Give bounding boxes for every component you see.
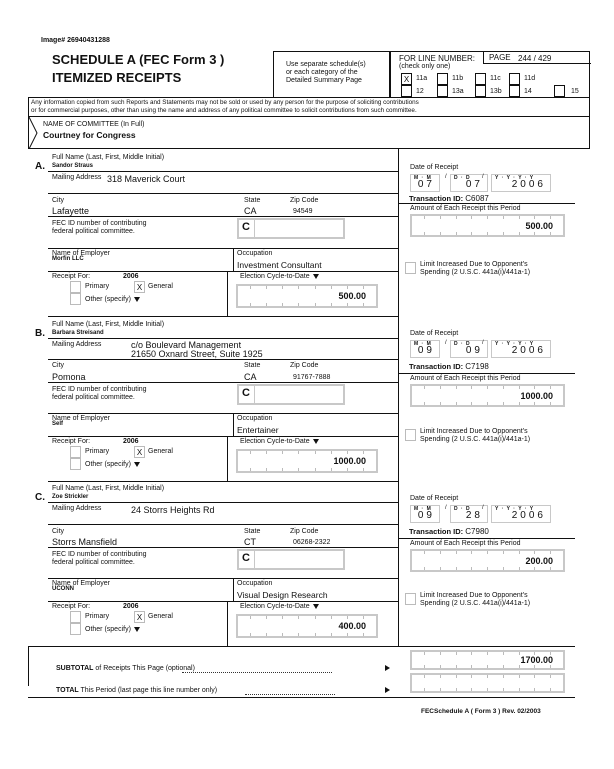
limit-label-1: Limit Increased Due to Opponent's: [420, 592, 528, 599]
transaction-id: Transaction ID: C7198: [409, 362, 489, 371]
state-value: CA: [244, 372, 257, 382]
full-name-label: Full Name (Last, First, Middle Initial): [52, 154, 165, 161]
city-label: City: [52, 197, 65, 204]
other-checkbox[interactable]: [70, 623, 81, 635]
limit-label-2: Spending (2 U.S.C. 441a(i)/441a-1): [420, 600, 531, 607]
committee-name: Courtney for Congress: [43, 130, 136, 140]
page-label: PAGE: [489, 53, 511, 62]
date-year: 2006: [511, 510, 546, 521]
employer-label: Name of Employer: [52, 580, 110, 587]
instruction-line-1: Use separate schedule(s): [286, 61, 366, 68]
mailing-address-label: Mailing Address: [52, 505, 102, 512]
mailing-address-line-2: 21650 Oxnard Street, Suite 1925: [131, 349, 263, 359]
contributor-name: Barbara Streisand: [52, 330, 104, 336]
limit-label-2: Spending (2 U.S.C. 441a(i)/441a-1): [420, 269, 531, 276]
arrow-down-icon: [134, 627, 140, 632]
state-value: CT: [244, 537, 256, 547]
zip-value: 94549: [293, 208, 313, 215]
instruction-line-3: Detailed Summary Page: [286, 77, 362, 84]
limit-increased-checkbox[interactable]: [405, 429, 416, 441]
election-cycle-input[interactable]: [236, 284, 378, 308]
zip-value: 06268-2322: [293, 539, 331, 546]
zip-label: Zip Code: [290, 197, 319, 204]
general-checkbox[interactable]: X: [134, 281, 145, 293]
line-number-label: FOR LINE NUMBER:: [399, 54, 476, 63]
notice-line-2: or for commercial purposes, other than using the name and address of any political committee to solicit contributions from such committee.: [31, 107, 417, 114]
line-14-checkbox[interactable]: [509, 85, 520, 97]
city-value: Storrs Mansfield: [52, 537, 118, 547]
fec-id-input[interactable]: C: [237, 218, 345, 239]
other-label: Other (specify): [85, 461, 140, 469]
other-checkbox[interactable]: [70, 458, 81, 470]
election-cycle-label: Election Cycle-to-Date: [240, 438, 319, 446]
mailing-address-line-1: 24 Storrs Heights Rd: [131, 505, 215, 515]
election-cycle-value: 400.00: [338, 621, 366, 631]
primary-checkbox[interactable]: [70, 446, 81, 458]
receipt-for-label: Receipt For:: [52, 603, 91, 610]
instruction-line-2: or each category of the: [286, 69, 358, 76]
date-year: 2006: [511, 345, 546, 356]
form-title: SCHEDULE A (FEC Form 3 ): [52, 52, 225, 67]
arrow-right-icon: [385, 665, 390, 671]
receipt-year: 2006: [123, 273, 139, 280]
date-month: 07: [417, 179, 435, 190]
primary-label: Primary: [85, 448, 110, 455]
amount-value: 200.00: [525, 555, 553, 566]
date-year-input[interactable]: Y · Y · Y · Y 2006: [491, 340, 551, 358]
date-day: 28: [465, 510, 483, 521]
mailing-address-line-1: 318 Maverick Court: [107, 174, 186, 184]
date-year-input[interactable]: Y · Y · Y · Y 2006: [491, 174, 551, 192]
fec-id-label-2: federal political committee.: [52, 559, 135, 566]
occupation-label: Occupation: [237, 580, 273, 587]
line-11d-checkbox[interactable]: [509, 73, 520, 85]
line-12-label: 12: [416, 88, 424, 95]
other-label: Other (specify): [85, 626, 140, 634]
line-14-label: 14: [524, 88, 532, 95]
full-name-label: Full Name (Last, First, Middle Initial): [52, 321, 165, 328]
fec-id-label-1: FEC ID number of contributing: [52, 551, 147, 558]
date-month-input[interactable]: M · M 09: [410, 340, 440, 358]
arrow-down-icon: [313, 439, 319, 444]
line-13a-checkbox[interactable]: [437, 85, 448, 97]
page-value: 244 / 429: [518, 54, 552, 63]
amount-value: 500.00: [525, 220, 553, 231]
line-11d-label: 11d: [524, 75, 536, 82]
line-13a-label: 13a: [452, 88, 464, 95]
fec-id-input[interactable]: C: [237, 384, 345, 405]
receipt-year: 2006: [123, 603, 139, 610]
city-value: Lafayette: [52, 206, 90, 216]
state-value: CA: [244, 206, 257, 216]
chevron-bracket-icon: [29, 117, 39, 149]
receipt-year: 2006: [123, 438, 139, 445]
line-11b-checkbox[interactable]: [437, 73, 448, 85]
line-11a-checkbox[interactable]: X: [401, 73, 412, 85]
total-label: TOTAL This Period (last page this line number only): [56, 687, 218, 694]
full-name-label: Full Name (Last, First, Middle Initial): [52, 485, 165, 492]
primary-checkbox[interactable]: [70, 611, 81, 623]
occupation-label: Occupation: [237, 415, 273, 422]
date-day: 07: [465, 179, 483, 190]
line-11c-label: 11c: [490, 75, 501, 82]
general-label: General: [148, 448, 173, 455]
notice-box: [28, 97, 590, 117]
committee-label: NAME OF COMMITTEE (In Full): [43, 121, 145, 128]
fec-id-label-1: FEC ID number of contributing: [52, 386, 147, 393]
amount-value: 1000.00: [520, 390, 553, 401]
other-checkbox[interactable]: [70, 293, 81, 305]
state-label: State: [244, 528, 261, 535]
limit-label-1: Limit Increased Due to Opponent's: [420, 428, 528, 435]
employer-label: Name of Employer: [52, 415, 110, 422]
mailing-address-line-1: c/o Boulevard Management: [131, 340, 242, 350]
limit-label-2: Spending (2 U.S.C. 441a(i)/441a-1): [420, 436, 531, 443]
election-cycle-value: 500.00: [338, 291, 366, 301]
line-11b-label: 11b: [452, 75, 464, 82]
line-13b-checkbox[interactable]: [475, 85, 486, 97]
date-day-input[interactable]: D · D 07: [450, 174, 488, 192]
fec-id-input[interactable]: C: [237, 549, 345, 570]
date-of-receipt-label: Date of Receipt: [410, 495, 459, 502]
primary-checkbox[interactable]: [70, 281, 81, 293]
image-id: Image# 26940431288: [41, 37, 110, 44]
zip-value: 91767-7888: [293, 374, 331, 381]
fec-id-label-2: federal political committee.: [52, 394, 135, 401]
contributor-name: Sandor Straus: [52, 163, 94, 169]
zip-label: Zip Code: [290, 362, 319, 369]
subtotal-input[interactable]: [410, 650, 565, 670]
general-checkbox[interactable]: X: [134, 611, 145, 623]
line-11a-label: 11a: [416, 75, 428, 82]
fec-id-label-1: FEC ID number of contributing: [52, 220, 147, 227]
limit-increased-checkbox[interactable]: [405, 593, 416, 605]
city-label: City: [52, 362, 65, 369]
date-month: 09: [417, 345, 435, 356]
mailing-address-label: Mailing Address: [52, 341, 102, 348]
election-cycle-input[interactable]: [236, 614, 378, 638]
limit-label-1: Limit Increased Due to Opponent's: [420, 261, 528, 268]
employer-label: Name of Employer: [52, 250, 110, 257]
general-label: General: [148, 613, 173, 620]
general-checkbox[interactable]: X: [134, 446, 145, 458]
amount-label: Amount of Each Receipt this Period: [410, 205, 521, 212]
notice-line-1: Any information copied from such Reports and Statements may not be sold or used by any person for the purpose of soliciting contributions: [31, 99, 419, 106]
line-13b-label: 13b: [490, 88, 502, 95]
occupation-value: Visual Design Research: [237, 590, 328, 600]
amount-label: Amount of Each Receipt this Period: [410, 540, 521, 547]
date-of-receipt-label: Date of Receipt: [410, 164, 459, 171]
arrow-down-icon: [134, 297, 140, 302]
occupation-value: Investment Consultant: [237, 260, 322, 270]
primary-label: Primary: [85, 613, 110, 620]
date-year: 2006: [511, 179, 546, 190]
transaction-id: Transaction ID: C6087: [409, 194, 489, 203]
date-of-receipt-label: Date of Receipt: [410, 330, 459, 337]
zip-label: Zip Code: [290, 528, 319, 535]
receipt-for-label: Receipt For:: [52, 273, 91, 280]
employer-value: UCONN: [52, 586, 74, 592]
entry-letter: B.: [35, 328, 45, 339]
amount-input[interactable]: [410, 384, 565, 407]
date-month-input[interactable]: M · M 09: [410, 505, 440, 523]
contributor-name: Zoe Strickler: [52, 494, 89, 500]
city-value: Pomona: [52, 372, 86, 382]
election-cycle-label: Election Cycle-to-Date: [240, 273, 319, 281]
page-box: [483, 52, 591, 64]
arrow-right-icon: [385, 687, 390, 693]
date-day-input[interactable]: D · D 09: [450, 340, 488, 358]
entry-letter: A.: [35, 161, 45, 172]
amount-input[interactable]: [410, 549, 565, 572]
amount-label: Amount of Each Receipt this Period: [410, 375, 521, 382]
arrow-down-icon: [313, 604, 319, 609]
date-day: 09: [465, 345, 483, 356]
total-input[interactable]: [410, 673, 565, 693]
instruction-box: [273, 51, 390, 97]
city-label: City: [52, 528, 65, 535]
primary-label: Primary: [85, 283, 110, 290]
entry-letter: C.: [35, 492, 45, 503]
election-cycle-label: Election Cycle-to-Date: [240, 603, 319, 611]
state-label: State: [244, 197, 261, 204]
employer-value: Self: [52, 421, 64, 427]
line-12-checkbox[interactable]: [401, 85, 412, 97]
amount-input[interactable]: [410, 214, 565, 237]
line-15-label: 15: [571, 88, 579, 95]
occupation-label: Occupation: [237, 250, 273, 257]
general-label: General: [148, 283, 173, 290]
transaction-id: Transaction ID: C7980: [409, 527, 489, 536]
date-year-input[interactable]: Y · Y · Y · Y 2006: [491, 505, 551, 523]
line-number-box: [390, 51, 590, 97]
limit-increased-checkbox[interactable]: [405, 262, 416, 274]
election-cycle-input[interactable]: [236, 449, 378, 473]
check-only-one: (check only one): [399, 63, 451, 70]
mailing-address-label: Mailing Address: [52, 174, 102, 181]
arrow-down-icon: [313, 274, 319, 279]
occupation-value: Entertainer: [237, 425, 279, 435]
election-cycle-value: 1000.00: [333, 456, 366, 466]
committee-box: [28, 117, 590, 149]
date-day-input[interactable]: D · D 28: [450, 505, 488, 523]
line-15-checkbox[interactable]: [554, 85, 565, 97]
subtotal-label: SUBTOTAL of Receipts This Page (optional): [56, 665, 195, 672]
fec-id-label-2: federal political committee.: [52, 228, 135, 235]
receipt-for-label: Receipt For:: [52, 438, 91, 445]
employer-value: Morfin LLC: [52, 256, 84, 262]
date-month: 09: [417, 510, 435, 521]
line-11c-checkbox[interactable]: [475, 73, 486, 85]
form-footer: FECSchedule A ( Form 3 ) Rev. 02/2003: [421, 708, 541, 715]
date-month-input[interactable]: M · M 07: [410, 174, 440, 192]
other-label: Other (specify): [85, 296, 140, 304]
form-subtitle: ITEMIZED RECEIPTS: [52, 70, 182, 85]
arrow-down-icon: [134, 462, 140, 467]
state-label: State: [244, 362, 261, 369]
subtotal-value: 1700.00: [520, 655, 553, 665]
